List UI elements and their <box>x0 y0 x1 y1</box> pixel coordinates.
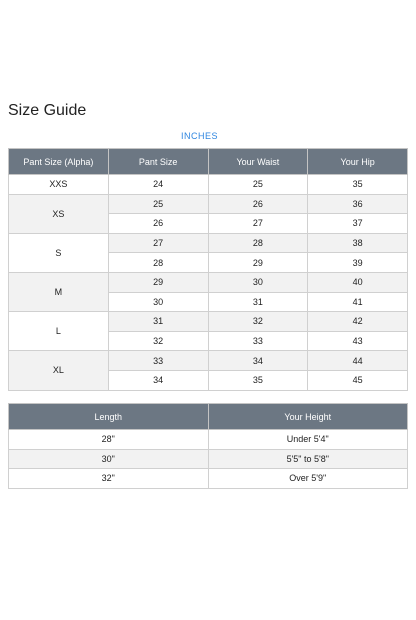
waist-cell: 31 <box>208 292 308 312</box>
pant-size-cell: 28 <box>108 253 208 273</box>
height-cell: 5'5" to 5'8" <box>208 449 408 469</box>
alpha-size-cell: XXS <box>9 175 109 195</box>
pant-size-cell: 29 <box>108 272 208 292</box>
height-cell: Under 5'4" <box>208 430 408 450</box>
header-pant-size-alpha: Pant Size (Alpha) <box>9 149 109 175</box>
table-row <box>9 233 408 253</box>
hip-cell: 35 <box>308 175 408 195</box>
hip-cell: 41 <box>308 292 408 312</box>
hip-cell: 37 <box>308 214 408 234</box>
waist-cell: 26 <box>208 194 308 214</box>
table-row <box>9 312 408 332</box>
pant-size-cell: 24 <box>108 175 208 195</box>
pant-size-cell: 32 <box>108 331 208 351</box>
waist-cell: 32 <box>208 312 308 332</box>
waist-cell: 28 <box>208 233 308 253</box>
pant-size-cell: 30 <box>108 292 208 312</box>
header-pant-size: Pant Size <box>108 149 208 175</box>
hip-cell: 43 <box>308 331 408 351</box>
hip-cell: 39 <box>308 253 408 273</box>
alpha-size-cell: XL <box>9 351 109 390</box>
waist-cell: 33 <box>208 331 308 351</box>
header-length: Length <box>9 404 209 430</box>
hip-cell: 40 <box>308 272 408 292</box>
table-row <box>9 175 408 195</box>
waist-cell: 25 <box>208 175 308 195</box>
waist-cell: 27 <box>208 214 308 234</box>
pant-size-cell: 31 <box>108 312 208 332</box>
length-cell: 32" <box>9 469 209 489</box>
table-row <box>9 194 408 214</box>
alpha-size-cell: L <box>9 312 109 351</box>
pant-size-cell: 34 <box>108 370 208 390</box>
hip-cell: 36 <box>308 194 408 214</box>
header-your-waist: Your Waist <box>208 149 308 175</box>
hip-cell: 42 <box>308 312 408 332</box>
height-cell: Over 5'9" <box>208 469 408 489</box>
size-table-header-row <box>9 149 408 175</box>
header-your-height: Your Height <box>208 404 408 430</box>
table-row <box>9 449 408 469</box>
hip-cell: 44 <box>308 351 408 371</box>
header-your-hip: Your Hip <box>308 149 408 175</box>
hip-cell: 45 <box>308 370 408 390</box>
waist-cell: 29 <box>208 253 308 273</box>
page-title: Size Guide <box>8 102 87 119</box>
pant-size-cell: 26 <box>108 214 208 234</box>
alpha-size-cell: XS <box>9 194 109 233</box>
unit-toggle-link[interactable]: INCHES <box>181 131 219 141</box>
hip-cell: 38 <box>308 233 408 253</box>
length-cell: 28" <box>9 430 209 450</box>
table-row <box>9 272 408 292</box>
length-table <box>8 403 408 489</box>
table-row <box>9 469 408 489</box>
size-table <box>8 148 408 391</box>
length-table-header-row <box>9 404 408 430</box>
pant-size-cell: 33 <box>108 351 208 371</box>
length-cell: 30" <box>9 449 209 469</box>
alpha-size-cell: M <box>9 272 109 311</box>
table-row <box>9 430 408 450</box>
waist-cell: 30 <box>208 272 308 292</box>
waist-cell: 35 <box>208 370 308 390</box>
alpha-size-cell: S <box>9 233 109 272</box>
waist-cell: 34 <box>208 351 308 371</box>
pant-size-cell: 25 <box>108 194 208 214</box>
table-row <box>9 351 408 371</box>
pant-size-cell: 27 <box>108 233 208 253</box>
